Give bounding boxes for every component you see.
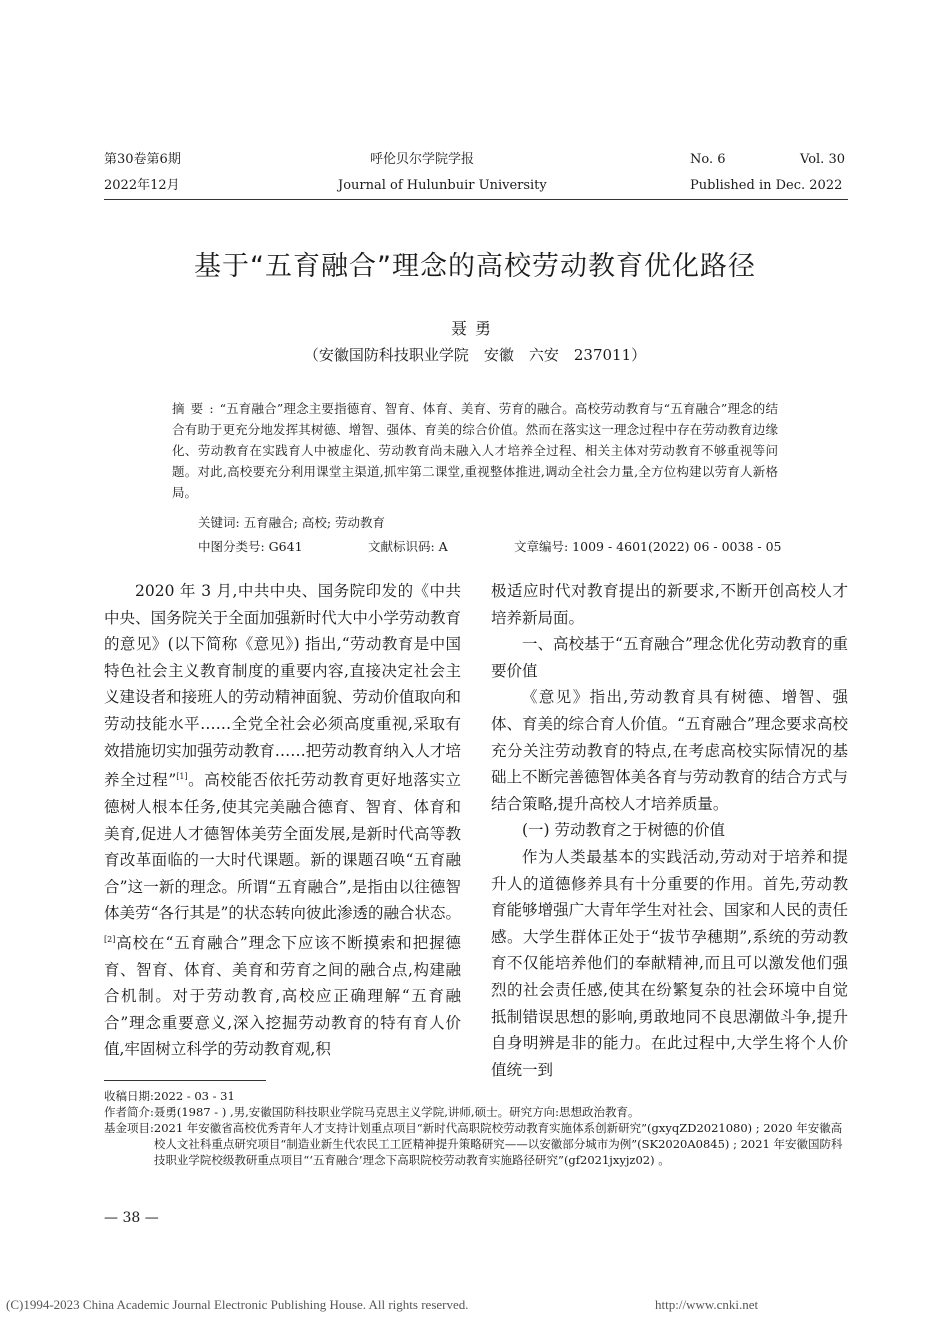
paragraph-text: 。高校能否依托劳动教育更好地落实立德树人根本任务,使其完美融合德育、智育、体育和美育,促进人才德智体美劳全面发展,是新时代高等教育改革面临的一大时代课题。新的课题召唤“五育融合”这一新的理念。所谓“五育融合”,是指由以往德智体美劳“各行其是”的状态转向彼此渗透的融合状态。 [104, 771, 461, 923]
body-column-right [491, 578, 848, 1083]
paragraph-text: 高校在“五育融合”理念下应该不断摸索和把握德育、智育、体育、美育和劳育之间的融合点,构建融合机制。对于劳动教育,高校应正确理解“五育融合”理念重要意义,深入挖掘劳动教育的特有育人价值,牢固树立科学的劳动教育观,积 [104, 934, 461, 1059]
footnote-author-bio [104, 1104, 850, 1120]
footnote-label: 作者简介: [104, 1105, 154, 1119]
paragraph-text: 2020 年 3 月,中共中央、国务院印发的《中共中央、国务院关于全面加强新时代大中小学劳动教育的意见》(以下简称《意见》) 指出,“劳动教育是中国特色社会主义教育制度的重要内容,直接决定社会主义建设者和接班人的劳动精神面貌、劳动价值取向和劳动技能水平……全党全社会必须高度重视,采取有效措施切实加强劳动教育……把劳动教育纳入人才培养全过程” [104, 582, 461, 790]
paragraph [104, 578, 461, 1063]
footnote-funding [104, 1120, 850, 1168]
article-number: 文章编号: 1009 - 4601(2022) 06 - 0038 - 05 [514, 539, 782, 554]
document-code: 文献标识码: A [368, 539, 448, 554]
header-journal-en: Journal of Hulunbuir University [338, 178, 547, 193]
clc-number: 中图分类号: G641 [198, 539, 303, 554]
abstract-label: 摘要: [172, 401, 220, 416]
paragraph-continued: 极适应时代对教育提出的新要求,不断开创高校人才培养新局面。 [491, 582, 848, 627]
section-heading: 一、高校基于“五育融合”理念优化劳动教育的重要价值 [491, 635, 848, 680]
citation-ref[interactable]: [1] [176, 772, 188, 782]
article-title: 基于“五育融合”理念的高校劳动教育优化路径 [194, 251, 756, 282]
copyright-text: (C)1994-2023 China Academic Journal Electronic Publishing House. All rights reserved. [6, 1297, 469, 1312]
header-date-cn: 2022年12月 [104, 178, 180, 193]
article-author: 聂勇 [450, 319, 499, 338]
footnote-value: 2021 年安徽省高校优秀青年人才支持计划重点项目“新时代高职院校劳动教育实施体系创新研究”(gxyqZD2021080) ; 2020 年安徽高校人文社科重点研究项目“制造业新生代农民工工匠精神提升策略研究——以安徽部分城市为例”(SK2020A0845) ; 2021 年安徽国防科技职业学院校级教研重点项目“‘五育融合’理念下高职院校劳动教育实施路径研究”(gf2021jxyjz02) 。 [153, 1121, 843, 1167]
header-rule [104, 199, 848, 200]
cnki-link[interactable]: http://www.cnki.net [655, 1297, 759, 1312]
paragraph: 作为人类最基本的实践活动,劳动对于培养和提升人的道德修养具有十分重要的作用。首先,劳动教育能够增强广大青年学生对社会、国家和人民的责任感。大学生群体正处于“拔节孕穗期”,系统的劳动教育不仅能培养他们的奉献精神,而且可以激发他们强烈的社会责任感,使其在纷繁复杂的社会环境中自觉抵制错误思想的影响,勇敢地同不良思潮做斗争,提升自身明辨是非的能力。在此过程中,大学生将个人价值统一到 [491, 847, 848, 1079]
footnote-received [104, 1088, 850, 1104]
footnote-rule [104, 1080, 266, 1081]
header-journal-cn: 呼伦贝尔学院学报 [370, 152, 475, 167]
paragraph: 《意见》指出,劳动教育具有树德、增智、强体、育美的综合育人价值。“五育融合”理念要求高校充分关注劳动教育的特点,在考虑高校实际情况的基础上不断完善德智体美各育与劳动教育的结合方式与结合策略,提升高校人才培养质量。 [491, 688, 848, 813]
header-published: Published in Dec. 2022 [690, 178, 843, 193]
page-number: — 38 — [104, 1210, 159, 1226]
footnote-label: 基金项目: [104, 1121, 154, 1135]
keywords: 关键词: 五育融合; 高校; 劳动教育 [198, 515, 386, 530]
header-issue-no: No. 6 [690, 152, 726, 167]
footnote-value: 聂勇(1987 - ) ,男,安徽国防科技职业学院马克思主义学院,讲师,硕士。研究方向:思想政治教育。 [153, 1105, 640, 1119]
footnotes [104, 1088, 850, 1168]
citation-ref[interactable]: [2] [104, 934, 116, 944]
header-volume-issue: 第30卷第6期 [104, 152, 181, 167]
subsection-heading: (一) 劳动教育之于树德的价值 [522, 821, 726, 840]
abstract-text: “五育融合”理念主要指德育、智育、体育、美育、劳育的融合。高校劳动教育与“五育融合”理念的结合有助于更充分地发挥其树德、增智、强体、育美的综合价值。然而在落实这一理念过程中存在劳动教育边缘化、劳动教育在实践育人中被虚化、劳动教育尚未融入人才培养全过程、相关主体对劳动教育不够重视等问题。对此,高校要充分利用课堂主渠道,抓牢第二课堂,重视整体推进,调动全社会力量,全方位构建以劳育人新格局。 [172, 401, 778, 500]
footnote-label: 收稿日期: [104, 1089, 154, 1103]
article-affiliation: （安徽国防科技职业学院 安徽 六安 237011） [303, 346, 647, 364]
footnote-value: 2022 - 03 - 31 [153, 1089, 235, 1103]
abstract [172, 398, 778, 503]
header-volume: Vol. 30 [800, 152, 845, 167]
body-column-left [104, 578, 461, 1063]
